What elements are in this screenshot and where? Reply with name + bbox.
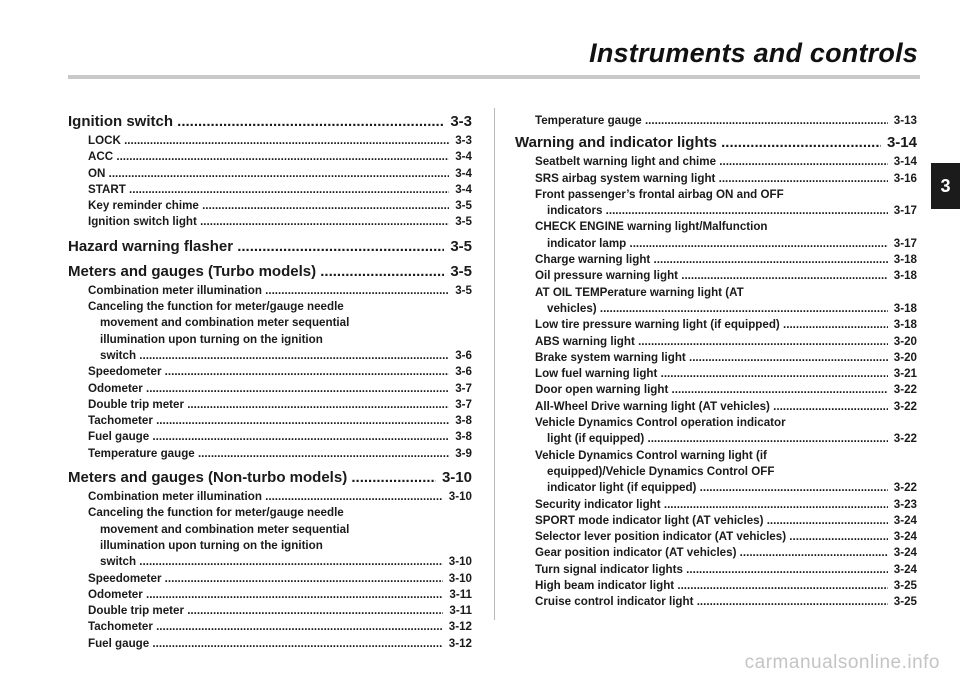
toc-entry[interactable]: Combination meter illumination ..... 3-10 bbox=[68, 489, 472, 505]
toc-entry[interactable]: ACC ..... 3-4 bbox=[68, 149, 472, 165]
toc-entry[interactable]: SRS airbag system warning light ..... 3-16 bbox=[515, 171, 917, 187]
toc-entry-line: switch ..... bbox=[100, 348, 449, 364]
toc-entry[interactable]: High beam indicator light ..... 3-25 bbox=[515, 578, 917, 594]
watermark: carmanualsonline.info bbox=[744, 652, 940, 673]
toc-entry-line: indicator lamp ..... bbox=[547, 236, 888, 252]
toc-entry-line: AT OIL TEMPerature warning light (AT bbox=[535, 285, 744, 299]
toc-entry[interactable]: Speedometer ..... 3-10 bbox=[68, 571, 472, 587]
toc-section[interactable]: Ignition switch ..... 3-3 bbox=[68, 113, 472, 131]
toc-entry[interactable]: Seatbelt warning light and chime ..... 3-14 bbox=[515, 154, 917, 170]
toc-section[interactable]: Meters and gauges (Turbo models) ..... 3-5 bbox=[68, 263, 472, 281]
toc-page-number: 3-17 bbox=[893, 204, 917, 218]
toc-entry-line: movement and combination meter sequential bbox=[100, 316, 350, 330]
toc-entry[interactable]: Fuel gauge ..... 3-12 bbox=[68, 636, 472, 652]
toc-entry[interactable]: Charge warning light ..... 3-18 bbox=[515, 252, 917, 268]
toc-entry[interactable]: Turn signal indicator lights ..... 3-24 bbox=[515, 562, 917, 578]
toc-entry[interactable]: ABS warning light ..... 3-20 bbox=[515, 334, 917, 350]
toc-right-column bbox=[515, 113, 917, 611]
toc-entry[interactable]: Double trip meter ..... 3-11 bbox=[68, 603, 472, 619]
toc-entry[interactable]: Temperature gauge ..... 3-9 bbox=[68, 446, 472, 462]
toc-page-number: 3-22 bbox=[893, 432, 917, 446]
toc-section[interactable]: Meters and gauges (Non-turbo models) ..... 3-10 bbox=[68, 469, 472, 487]
toc-entry[interactable]: All-Wheel Drive warning light (AT vehicles) ..... 3-22 bbox=[515, 399, 917, 415]
toc-entry-multiline[interactable] bbox=[515, 219, 917, 252]
toc-entry[interactable]: Odometer ..... 3-11 bbox=[68, 587, 472, 603]
toc-entry[interactable]: Double trip meter ..... 3-7 bbox=[68, 397, 472, 413]
toc-entry[interactable]: Gear position indicator (AT vehicles) ..... 3-24 bbox=[515, 545, 917, 561]
toc-entry-multiline[interactable] bbox=[515, 448, 917, 497]
toc-entry[interactable]: Tachometer ..... 3-8 bbox=[68, 413, 472, 429]
toc-entry[interactable]: Door open warning light ..... 3-22 bbox=[515, 382, 917, 398]
toc-entry[interactable]: Brake system warning light ..... 3-20 bbox=[515, 350, 917, 366]
toc-entry[interactable]: Cruise control indicator light ..... 3-25 bbox=[515, 594, 917, 610]
toc-entry[interactable]: Security indicator light ..... 3-23 bbox=[515, 497, 917, 513]
toc-page-number: 3-17 bbox=[893, 236, 917, 250]
toc-entry[interactable]: Odometer ..... 3-7 bbox=[68, 381, 472, 397]
toc-entry-line: illumination upon turning on the ignition bbox=[100, 538, 323, 552]
toc-entry[interactable]: Tachometer ..... 3-12 bbox=[68, 619, 472, 635]
toc-entry-line: indicator light (if equipped) ..... bbox=[547, 480, 888, 496]
toc-entry-line: movement and combination meter sequential bbox=[100, 522, 350, 536]
toc-entry[interactable]: Low tire pressure warning light (if equipped) ..... 3-18 bbox=[515, 317, 917, 333]
toc-entry-line: indicators ..... bbox=[547, 203, 888, 219]
toc-entry-multiline[interactable] bbox=[515, 415, 917, 448]
toc-entry-line: Vehicle Dynamics Control warning light (if bbox=[535, 448, 767, 462]
toc-entry[interactable]: Combination meter illumination ..... 3-5 bbox=[68, 283, 472, 299]
column-divider bbox=[494, 108, 495, 620]
toc-entry-line: light (if equipped) ..... bbox=[547, 431, 888, 447]
toc-entry[interactable]: Key reminder chime ..... 3-5 bbox=[68, 198, 472, 214]
toc-entry[interactable]: START ..... 3-4 bbox=[68, 182, 472, 198]
toc-entry[interactable]: Selector lever position indicator (AT vehicles) ..... 3-24 bbox=[515, 529, 917, 545]
toc-page-number: 3-18 bbox=[893, 301, 917, 315]
toc-entry-multiline[interactable] bbox=[515, 187, 917, 220]
toc-entry[interactable]: Low fuel warning light ..... 3-21 bbox=[515, 366, 917, 382]
toc-section[interactable]: Hazard warning flasher ..... 3-5 bbox=[68, 238, 472, 256]
toc-entry-line: Canceling the function for meter/gauge needle bbox=[88, 300, 344, 314]
toc-entry[interactable]: Ignition switch light ..... 3-5 bbox=[68, 214, 472, 230]
toc-entry[interactable]: LOCK ..... 3-3 bbox=[68, 133, 472, 149]
toc-entry[interactable]: SPORT mode indicator light (AT vehicles) ..... 3-24 bbox=[515, 513, 917, 529]
toc-left-column bbox=[68, 113, 472, 652]
toc-entry-line: illumination upon turning on the ignition bbox=[100, 332, 323, 346]
toc-entry[interactable]: Temperature gauge ..... 3-13 bbox=[515, 113, 917, 129]
chapter-tab[interactable]: 3 bbox=[931, 163, 960, 209]
page-title: Instruments and controls bbox=[589, 38, 918, 68]
toc-entry-line: CHECK ENGINE warning light/Malfunction bbox=[535, 220, 768, 234]
toc-entry[interactable]: Fuel gauge ..... 3-8 bbox=[68, 429, 472, 445]
toc-page-number: 3-6 bbox=[455, 348, 472, 362]
toc-entry-multiline[interactable] bbox=[68, 505, 472, 570]
toc-entry[interactable]: ON ..... 3-4 bbox=[68, 166, 472, 182]
toc-entry-line: Vehicle Dynamics Control operation indicator bbox=[535, 416, 786, 430]
toc-entry-line: vehicles) ..... bbox=[547, 301, 888, 317]
toc-entry-multiline[interactable] bbox=[515, 285, 917, 318]
header-rule bbox=[68, 75, 920, 79]
toc-page-number: 3-22 bbox=[893, 481, 917, 495]
toc-entry-line: Canceling the function for meter/gauge needle bbox=[88, 506, 344, 520]
toc-entry-line: equipped)/Vehicle Dynamics Control OFF bbox=[547, 464, 775, 478]
toc-entry-line: Front passenger’s frontal airbag ON and OFF bbox=[535, 187, 784, 201]
toc-entry[interactable]: Speedometer ..... 3-6 bbox=[68, 364, 472, 380]
toc-entry[interactable]: Oil pressure warning light ..... 3-18 bbox=[515, 268, 917, 284]
toc-entry-multiline[interactable] bbox=[68, 299, 472, 364]
toc-page-number: 3-10 bbox=[448, 555, 472, 569]
toc-section[interactable]: Warning and indicator lights ..... 3-14 bbox=[515, 134, 917, 152]
toc-entry-line: switch ..... bbox=[100, 554, 443, 570]
